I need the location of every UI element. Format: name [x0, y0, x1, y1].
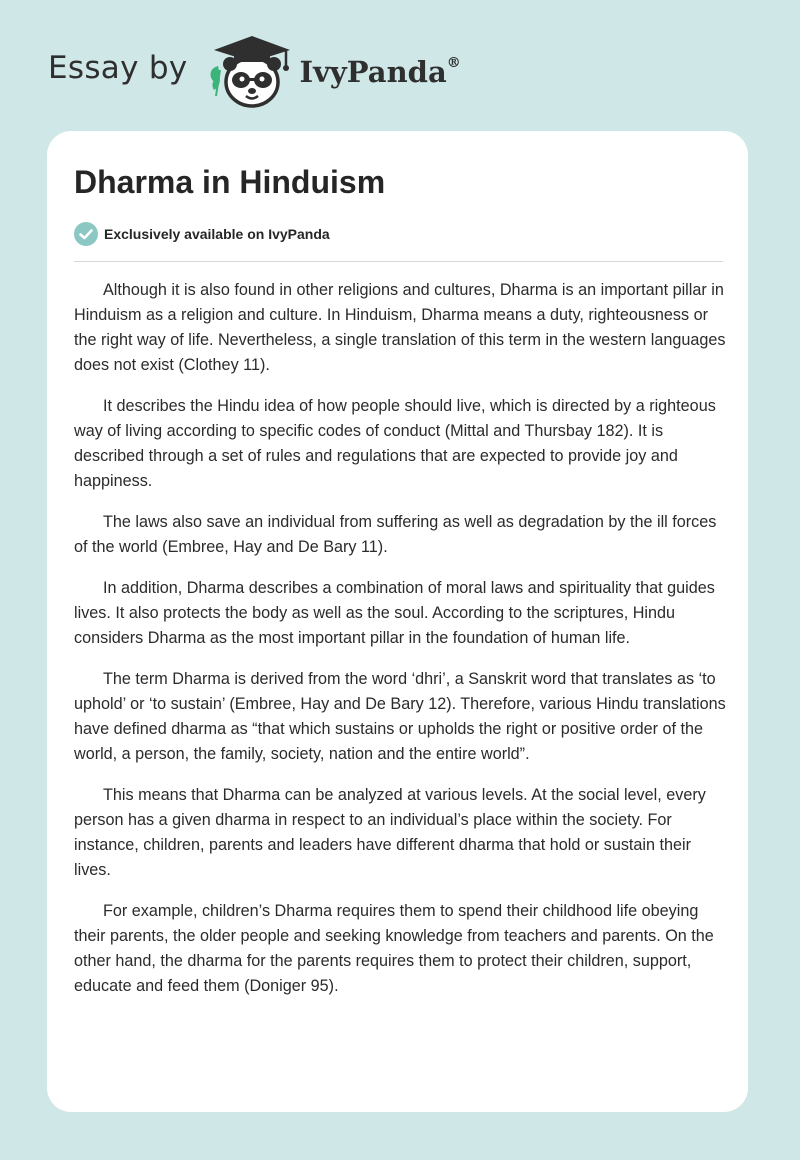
paragraph: It describes the Hindu idea of how people should live, which is directed by a righteous way of living according to specific codes of conduct (Mittal and Thursbay 182). It is described through a set of rules and regulations that are expected to provide joy and happiness. [74, 397, 716, 490]
panda-graduate-logo-icon[interactable] [206, 30, 298, 110]
paragraph: This means that Dharma can be analyzed at various levels. At the social level, every person has a given dharma in respect to an individual’s place within the society. For instance, children, parents and leaders have different dharma that hold or sustain their lives. [74, 786, 706, 879]
check-circle-icon [74, 222, 98, 246]
paragraph: For example, children’s Dharma requires them to spend their childhood life obeying their parents, the older people and seeking knowledge from teachers and parents. On the other hand, the dharma for the parents requires them to protect their children, support, educate and feed them (Doniger 95). [74, 902, 714, 995]
paragraph: The term Dharma is derived from the word ‘dhri’, a Sanskrit word that translates as ‘to uphold’ or ‘to sustain’ (Embree, Hay and De Bary 12). Therefore, various Hindu translations have defined dharma as “that which sustains or upholds the right or positive order of the world, a person, the family, society, nation and the entire world”. [74, 670, 726, 763]
brand-name[interactable]: IvyPanda® [299, 55, 461, 89]
site-header [48, 30, 461, 110]
exclusive-badge [74, 222, 330, 246]
divider [74, 261, 723, 262]
essay-by-label: Essay by [48, 50, 188, 86]
essay-body [74, 278, 726, 1015]
exclusive-badge-label: Exclusively available on IvyPanda [104, 226, 330, 242]
essay-card [47, 131, 748, 1112]
page-title: Dharma in Hinduism [74, 164, 386, 200]
paragraph: Although it is also found in other religions and cultures, Dharma is an important pillar in Hinduism as a religion and culture. In Hinduism, Dharma means a duty, righteousness or the right way of life. Nevertheless, a single translation of this term in the western languages does not exist (Clothey 11). [74, 281, 726, 374]
paragraph: In addition, Dharma describes a combination of moral laws and spirituality that guides lives. It also protects the body as well as the soul. According to the scriptures, Hindu considers Dharma as the most important pillar in the foundation of human life. [74, 579, 715, 647]
paragraph: The laws also save an individual from suffering as well as degradation by the ill forces of the world (Embree, Hay and De Bary 11). [74, 513, 717, 556]
